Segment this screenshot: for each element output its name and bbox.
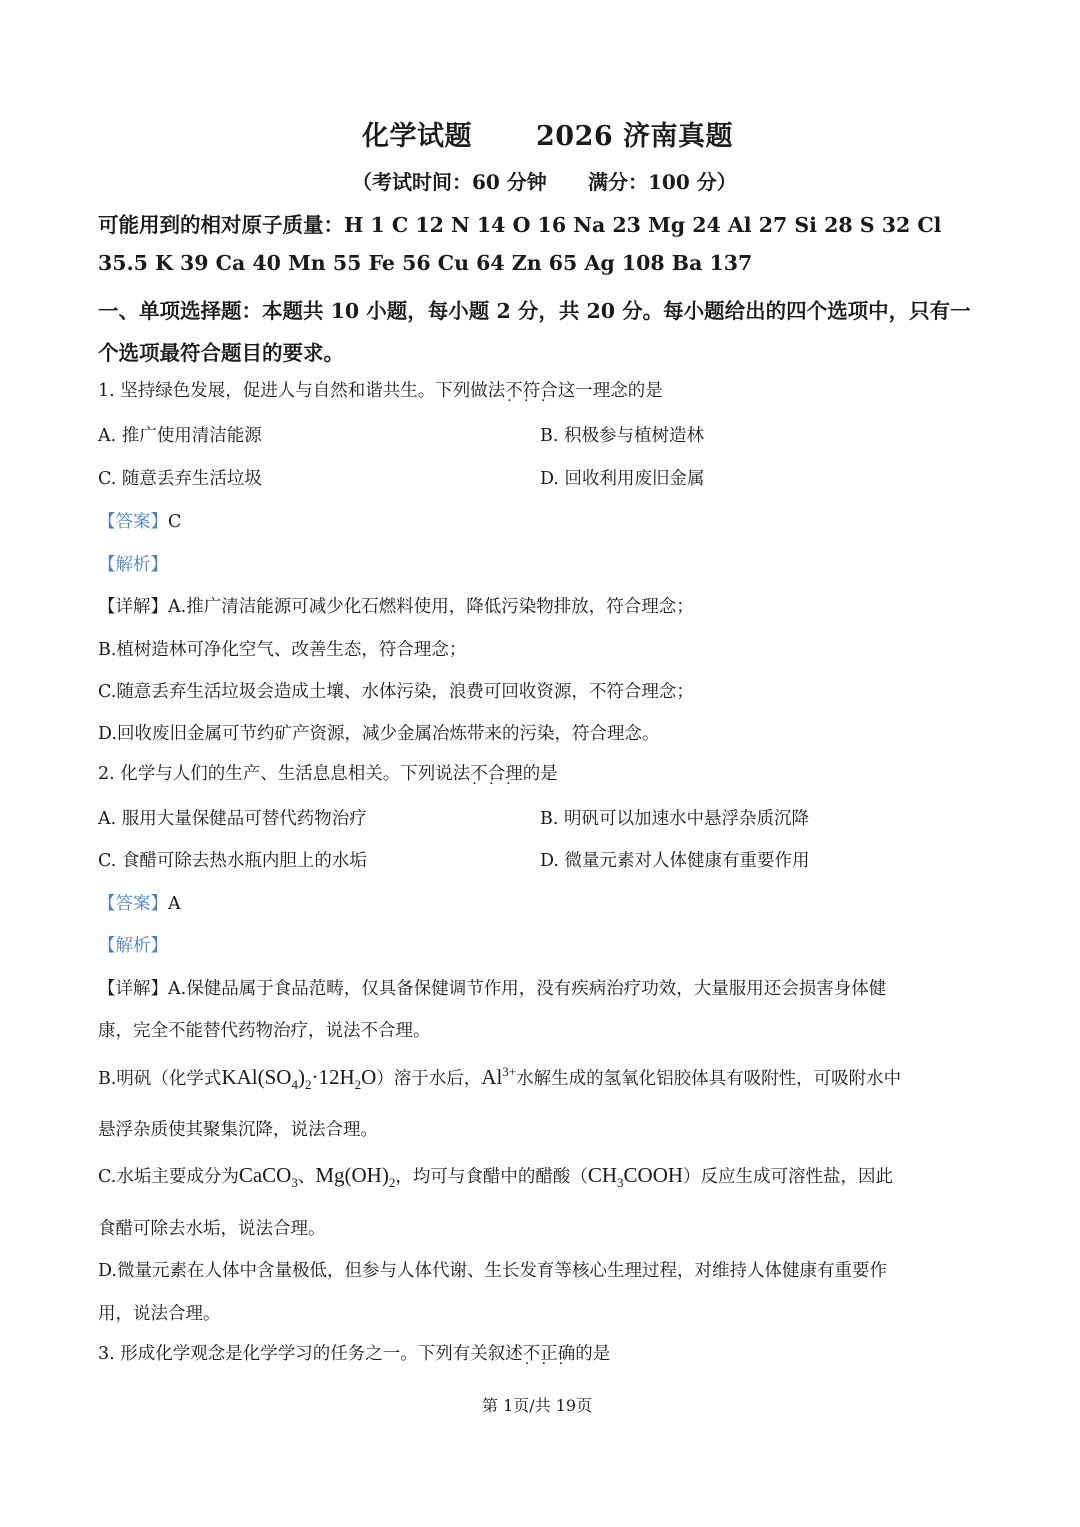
detail-text: ，均可与食醋中的醋酸（: [395, 1167, 588, 1187]
question-2-stem: [98, 760, 558, 785]
question-1-stem-end: 这一理念的是: [557, 381, 663, 401]
section-heading-line1: 一、单项选择题：本题共 10 小题，每小题 2 分，共 20 分。每小题给出的四个选项中，只有一: [98, 299, 971, 323]
question-2-detail-b2: 悬浮杂质使其聚集沉降，说法合理。: [98, 1120, 378, 1140]
detail-text: ）反应生成可溶性盐，因此: [683, 1167, 894, 1187]
question-1-analysis-tag: 【解析】: [98, 555, 168, 575]
page-title-right: 2026 济南真题: [536, 121, 734, 152]
question-1-option-c: C. 随意丢弃生活垃圾: [98, 469, 262, 489]
emphasis-dotted-text: 不合理 · · ·: [470, 760, 523, 785]
question-2-option-c: C. 食醋可除去热水瓶内胆上的水垢: [98, 851, 367, 871]
question-3-stem-text: 3. 形成化学观念是化学学习的任务之一。下列有关叙述: [98, 1344, 523, 1364]
detail-text: A.保健品属于食品范畴，仅具备保健调节作用，没有疾病治疗功效，大量服用还会损害身体健: [168, 979, 887, 999]
question-3-stem-end: 的是: [575, 1344, 611, 1364]
atomic-masses-line1: 可能用到的相对原子质量：H 1 C 12 N 14 O 16 Na 23 Mg 24 Al 27 Si 28 S 32 Cl: [98, 213, 942, 237]
emphasis-dotted-text: 不正确 · · ·: [523, 1340, 576, 1365]
answer-tag: 【答案】: [98, 894, 168, 914]
page-title-left: 化学试题: [362, 121, 472, 152]
question-2-stem-end: 的是: [522, 764, 558, 784]
answer-value: A: [168, 894, 181, 914]
question-2-detail-b1: [98, 1064, 901, 1093]
question-2-option-a: A. 服用大量保健品可替代药物治疗: [98, 809, 367, 829]
detail-text: B.明矾（化学式: [98, 1069, 222, 1089]
formula-al-ion: $Al^{3+}$: [481, 1064, 517, 1089]
question-2-option-d: D. 微量元素对人体健康有重要作用: [540, 851, 810, 871]
question-2-detail-c1: [98, 1163, 893, 1191]
detail-text: 、: [297, 1167, 316, 1187]
exam-score: 满分：100 分）: [588, 170, 737, 194]
exam-time: （考试时间：60 分钟: [352, 170, 547, 194]
question-2-analysis-tag: 【解析】: [98, 936, 168, 956]
formula-acetic-acid: $CH_3COOH$: [587, 1163, 684, 1191]
page-number: 第 1页/共 19页: [482, 1396, 593, 1415]
atomic-masses-line2: 35.5 K 39 Ca 40 Mn 55 Fe 56 Cu 64 Zn 65 Ag 108 Ba 137: [98, 251, 753, 275]
detail-text: ）溶于水后，: [376, 1069, 482, 1089]
formula-caco3: CaCO$_3$: [238, 1163, 298, 1191]
detail-text: C.水垢主要成分为: [98, 1167, 239, 1187]
question-2-detail-a1: [98, 975, 886, 1000]
question-1-stem: [98, 377, 663, 402]
question-2-answer: [98, 890, 181, 915]
question-2-detail-c2: 食醋可除去水垢，说法合理。: [98, 1219, 326, 1239]
question-3-stem: [98, 1340, 610, 1365]
section-heading-line2: 个选项最符合题目的要求。: [98, 341, 344, 365]
question-1-option-b: B. 积极参与植树造林: [540, 426, 704, 446]
detail-text: A.推广清洁能源可减少化石燃料使用，降低污染物排放，符合理念；: [168, 597, 694, 617]
detail-tag: 【详解】: [98, 979, 168, 999]
detail-tag: 【详解】: [98, 597, 168, 617]
question-1-detail-3: C.随意丢弃生活垃圾会造成土壤、水体污染，浪费可回收资源，不符合理念；: [98, 682, 694, 702]
question-1-detail-2: B.植树造林可净化空气、改善生态，符合理念；: [98, 640, 467, 660]
question-2-stem-text: 2. 化学与人们的生产、生活息息相关。下列说法: [98, 764, 471, 784]
formula-alum: $KAl(SO_4)_2\cdot 12H_2O$: [221, 1065, 377, 1093]
question-1-answer: [98, 508, 181, 533]
question-2-detail-d1: D.微量元素在人体中含量极低，但参与人体代谢、生长发育等核心生理过程，对维持人体健康有重要作: [98, 1261, 887, 1281]
question-2-option-b: B. 明矾可以加速水中悬浮杂质沉降: [540, 809, 809, 829]
question-1-option-d: D. 回收利用废旧金属: [540, 469, 705, 489]
question-1-option-a: A. 推广使用清洁能源: [98, 426, 262, 446]
question-2-detail-a2: 康，完全不能替代药物治疗，说法不合理。: [98, 1021, 431, 1041]
emphasis-dotted-text: 不符合 · · ·: [505, 377, 558, 402]
detail-text: 水解生成的氢氧化铝胶体具有吸附性，可吸附水中: [516, 1069, 902, 1089]
formula-mgoh2: $Mg(OH)_2$: [315, 1163, 396, 1191]
question-2-detail-d2: 用，说法合理。: [98, 1304, 221, 1324]
question-1-stem-text: 1. 坚持绿色发展，促进人与自然和谐共生。下列做法: [98, 381, 506, 401]
question-1-detail-4: D.回收废旧金属可节约矿产资源，减少金属冶炼带来的污染，符合理念。: [98, 724, 660, 744]
answer-tag: 【答案】: [98, 512, 168, 532]
answer-value: C: [168, 512, 182, 532]
question-1-detail-1: [98, 593, 694, 618]
